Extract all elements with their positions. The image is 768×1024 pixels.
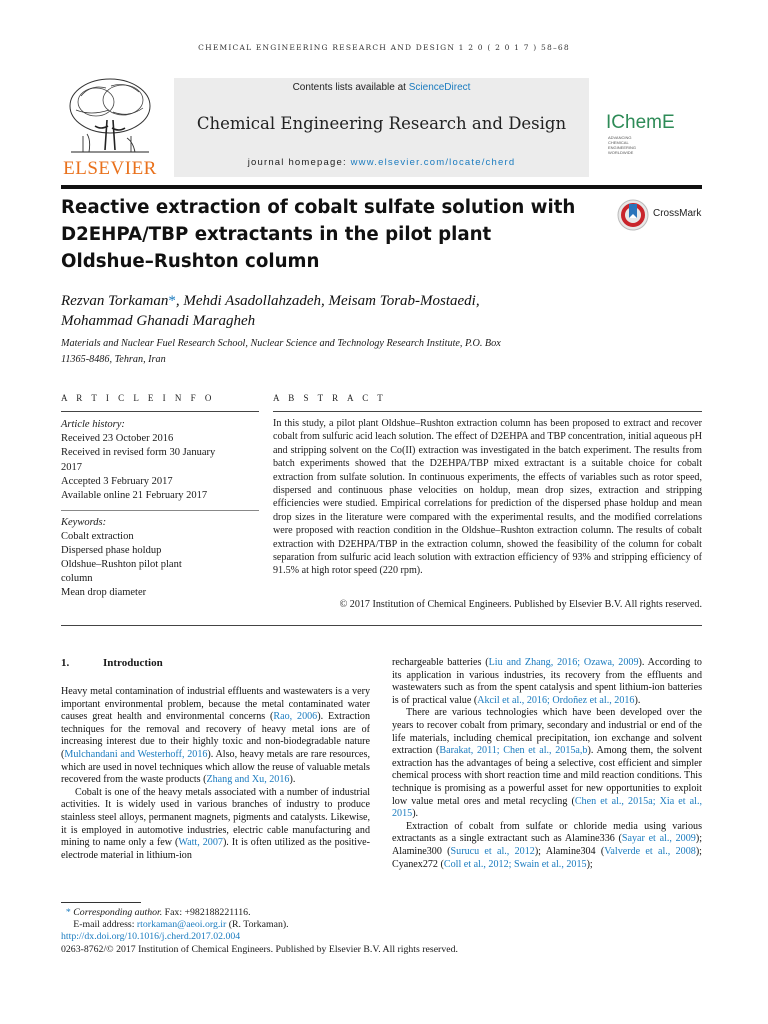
citation-link[interactable]: Barakat, 2011; Chen et al., 2015a,b [439, 745, 588, 757]
icheme-tagline-3: ENGINEERING [608, 144, 637, 150]
article-history-label: Article history: [61, 419, 125, 430]
icheme-logo[interactable] [606, 112, 706, 155]
keyword-item: Mean drop diameter [61, 587, 147, 598]
footnote-email [61, 919, 702, 931]
crossmark-icon [616, 198, 650, 232]
citation-link[interactable]: Mulchandani and Westerhoff, 2016 [64, 748, 208, 760]
sciencedirect-link[interactable]: ScienceDirect [408, 82, 471, 93]
paragraph: rechargeable batteries (Liu and Zhang, 2016; Ozawa, 2009). According to its application in various industries, its recovery from the effluents and wastewaters such as from the spent catalysis and spent lithium-ion batteries is of practical value (Akcil et al., 2016; Ordoñez et al., 2016). [392, 657, 702, 706]
keywords-label: Keywords: [61, 517, 107, 528]
authors-line: Mohammad Ghanadi Maragheh [61, 313, 256, 329]
footnote-marker: * [65, 907, 71, 918]
history-item: 2017 [61, 461, 82, 473]
header-divider [61, 185, 702, 189]
crossmark-label: CrossMark [653, 208, 702, 219]
citation-link[interactable]: Zhang and Xu, 2016 [206, 774, 290, 786]
email-suffix: (R. Torkaman). [226, 919, 289, 931]
section-heading-introduction [61, 657, 163, 669]
crossmark-button[interactable] [616, 198, 706, 232]
affiliation [61, 336, 581, 368]
keyword-item: Cobalt extraction [61, 531, 134, 542]
section-title: Introduction [103, 657, 163, 669]
elsevier-tree-icon [61, 76, 159, 160]
article-history [61, 418, 259, 503]
homepage-prefix: journal homepage: [247, 157, 351, 168]
keywords [61, 516, 259, 600]
abstract-heading: A B S T R A C T [273, 393, 387, 403]
title-line: D2EHPA/TBP extractants in the pilot plant [61, 224, 492, 245]
doi-line [61, 931, 702, 943]
body-column-left [61, 686, 370, 862]
title-line: Oldshue–Rushton column [61, 251, 320, 272]
journal-homepage [174, 157, 589, 168]
elsevier-logo[interactable] [61, 76, 159, 180]
citation-link[interactable]: Chen et al., 2015a; Xia et al., 2015 [392, 795, 702, 820]
email-link[interactable]: rtorkaman@aeoi.org.ir [136, 919, 227, 931]
citation-link[interactable]: Sayar et al., 2009 [621, 833, 696, 845]
homepage-link[interactable]: www.elsevier.com/locate/cherd [350, 157, 516, 168]
icheme-tagline-4: WORLDWIDE [608, 149, 634, 155]
affiliation-line: Materials and Nuclear Fuel Research School, Nuclear Science and Technology Research Institute, P.O. Box [61, 338, 501, 349]
title-line: Reactive extraction of cobalt sulfate solution with [61, 197, 576, 218]
history-item: Accepted 3 February 2017 [61, 475, 173, 487]
elsevier-wordmark: ELSEVIER [63, 158, 157, 179]
article-info-heading: A R T I C L E I N F O [61, 393, 215, 403]
authors-line [61, 291, 621, 311]
keyword-item: Dispersed phase holdup [61, 545, 162, 556]
icheme-tagline-1: ADVANCING [608, 134, 632, 140]
footnote-rule [61, 902, 141, 903]
running-head: CHEMICAL ENGINEERING RESEARCH AND DESIGN 1 2 0 ( 2 0 1 7 ) 58–68 [198, 43, 570, 52]
body-column-right [392, 657, 702, 871]
citation-link[interactable]: Liu and Zhang, 2016; Ozawa, 2009 [488, 657, 639, 668]
author-list [61, 291, 621, 331]
article-info-rule [61, 411, 259, 412]
article-title [61, 194, 591, 275]
doi-link[interactable]: http://dx.doi.org/10.1016/j.cherd.2017.02.004 [61, 931, 241, 943]
paragraph: There are various technologies which have been developed over the years to recover cobalt from primary, secondary and industrial or end of the life materials, including chemical precipitation, ion exchange and solvent extraction (Barakat, 2011; Chen et al., 2015a,b). Among them, the solvent extraction has the advantages of being a selective, cost efficient and simpler chemical process with short reaction time and mild reaction conditions. This technique is promising as a powerful asset for new opportunities to exploit low value metal ores and metal recycling (Chen et al., 2015a; Xia et al., 2015). [392, 707, 702, 820]
paragraph: Extraction of cobalt from sulfate or chloride media using various extractants as a single extractant such as Alamine336 (Sayar et al., 2009); Alamine300 (Surucu et al., 2012); Alamine304 (Valverde et al., 2008); Cyanex272 (Coll et al., 2012; Swain et al., 2015); [392, 820, 702, 870]
footnotes [61, 907, 702, 956]
paragraph: Cobalt is one of the heavy metals associated with a number of industrial activities. It is widely used in various branches of industry to produce stainless steel alloys, permanent magnets, pigments and catalysts. Likewise, it is employed in automotive industries, electric cable manufacturing and mining to name only a few (Watt, 2007). It is often utilized as the positive-electrode material in lithium-ion [61, 786, 370, 861]
abstract-body: In this study, a pilot plant Oldshue–Rushton extraction column has been proposed to extract and recover cobalt from sulfuric acid leach solution. The effect of D2EHPA and TBP concentration, initial aqueous pH and stripping solvent on the Co(II) extraction was investigated in the batch experiment. The results from batch experiments showed that the D2EHPA/TBP mixed extractant is a suitable choice for cobalt extraction from sulfate solution. In continuous experiments, the effects of variables such as rotor speed, dispersed and continuous phase velocities on holdup, mean drop sizes, extraction and stripping efficiencies were studied. Empirical correlations for prediction of the dispersed phase holdup and mean drop sizes in the literature were compared with the experimental results, and the modified correlations were proposed with reaction condition in the Oldshue–Rushton extraction column. The results of cobalt extraction with D2EHPA/TBP in the extraction column, showed the feasibility of the column for cobalt separation from sulfuric acid leach solution with extraction efficiency of 93% and stripping efficiency of 91.5% at high rotor speed (220 rpm). [273, 418, 702, 577]
abstract-rule [273, 411, 702, 412]
contents-line [174, 82, 589, 93]
abstract-bottom-rule [61, 625, 702, 626]
keyword-item: column [61, 573, 93, 584]
section-number: 1. [61, 657, 70, 669]
abstract-copyright: © 2017 Institution of Chemical Engineers. Published by Elsevier B.V. All rights reserved. [339, 599, 702, 610]
history-item: Received in revised form 30 January [61, 447, 216, 459]
citation-link[interactable]: Watt, 2007 [178, 837, 223, 849]
citation-link[interactable]: Coll et al., 2012; Swain et al., 2015 [443, 858, 587, 870]
citation-link[interactable]: Surucu et al., 2012 [450, 845, 535, 857]
issn-copyright-line: 0263-8762/© 2017 Institution of Chemical Engineers. Published by Elsevier B.V. All rights reserved. [61, 943, 458, 955]
journal-banner [174, 78, 589, 177]
citation-link[interactable]: Rao, 2006 [273, 711, 318, 723]
history-item: Received 23 October 2016 [61, 433, 174, 445]
citation-link[interactable]: Valverde et al., 2008 [604, 845, 696, 857]
journal-title: Chemical Engineering Research and Design [196, 114, 567, 133]
icheme-wordmark: IChemE [606, 112, 675, 133]
corresponding-author-marker[interactable]: * [168, 293, 176, 309]
author-names: , Mehdi Asadollahzadeh, Meisam Torab-Mostaedi, [175, 293, 480, 309]
icheme-tagline-2: CHEMICAL [608, 139, 629, 145]
history-item: Available online 21 February 2017 [61, 490, 208, 502]
corresponding-fax: Fax: +982188221116. [162, 907, 251, 918]
keyword-item: Oldshue–Rushton pilot plant [61, 559, 182, 570]
article-info-divider [61, 510, 259, 511]
contents-prefix: Contents lists available at [292, 82, 409, 93]
citation-link[interactable]: Akcil et al., 2016; Ordoñez et al., 2016 [477, 694, 635, 706]
corresponding-label: Corresponding author. [73, 907, 163, 918]
footnote-corresponding [61, 907, 702, 919]
paragraph: Heavy metal contamination of industrial effluents and wastewaters is a very important environmental problem, because the metal contaminated water causes great health and environmental concerns (Rao, 2006). Extraction techniques for the removal and recovery of heavy metal ions are of increasing interest due to their highly toxic and non-biodegradable nature (Mulchandani and Westerhoff, 2016). Also, heavy metals are rare resources, which are used in novel techniques which allow the reuse of valuable metals recovered from the waste products (Zhang and Xu, 2016). [61, 686, 370, 786]
icheme-tagline [608, 135, 636, 155]
author-name: Rezvan Torkaman [61, 293, 169, 309]
email-label: E-mail address: [73, 919, 137, 931]
affiliation-line: 11365-8486, Tehran, Iran [61, 354, 166, 365]
